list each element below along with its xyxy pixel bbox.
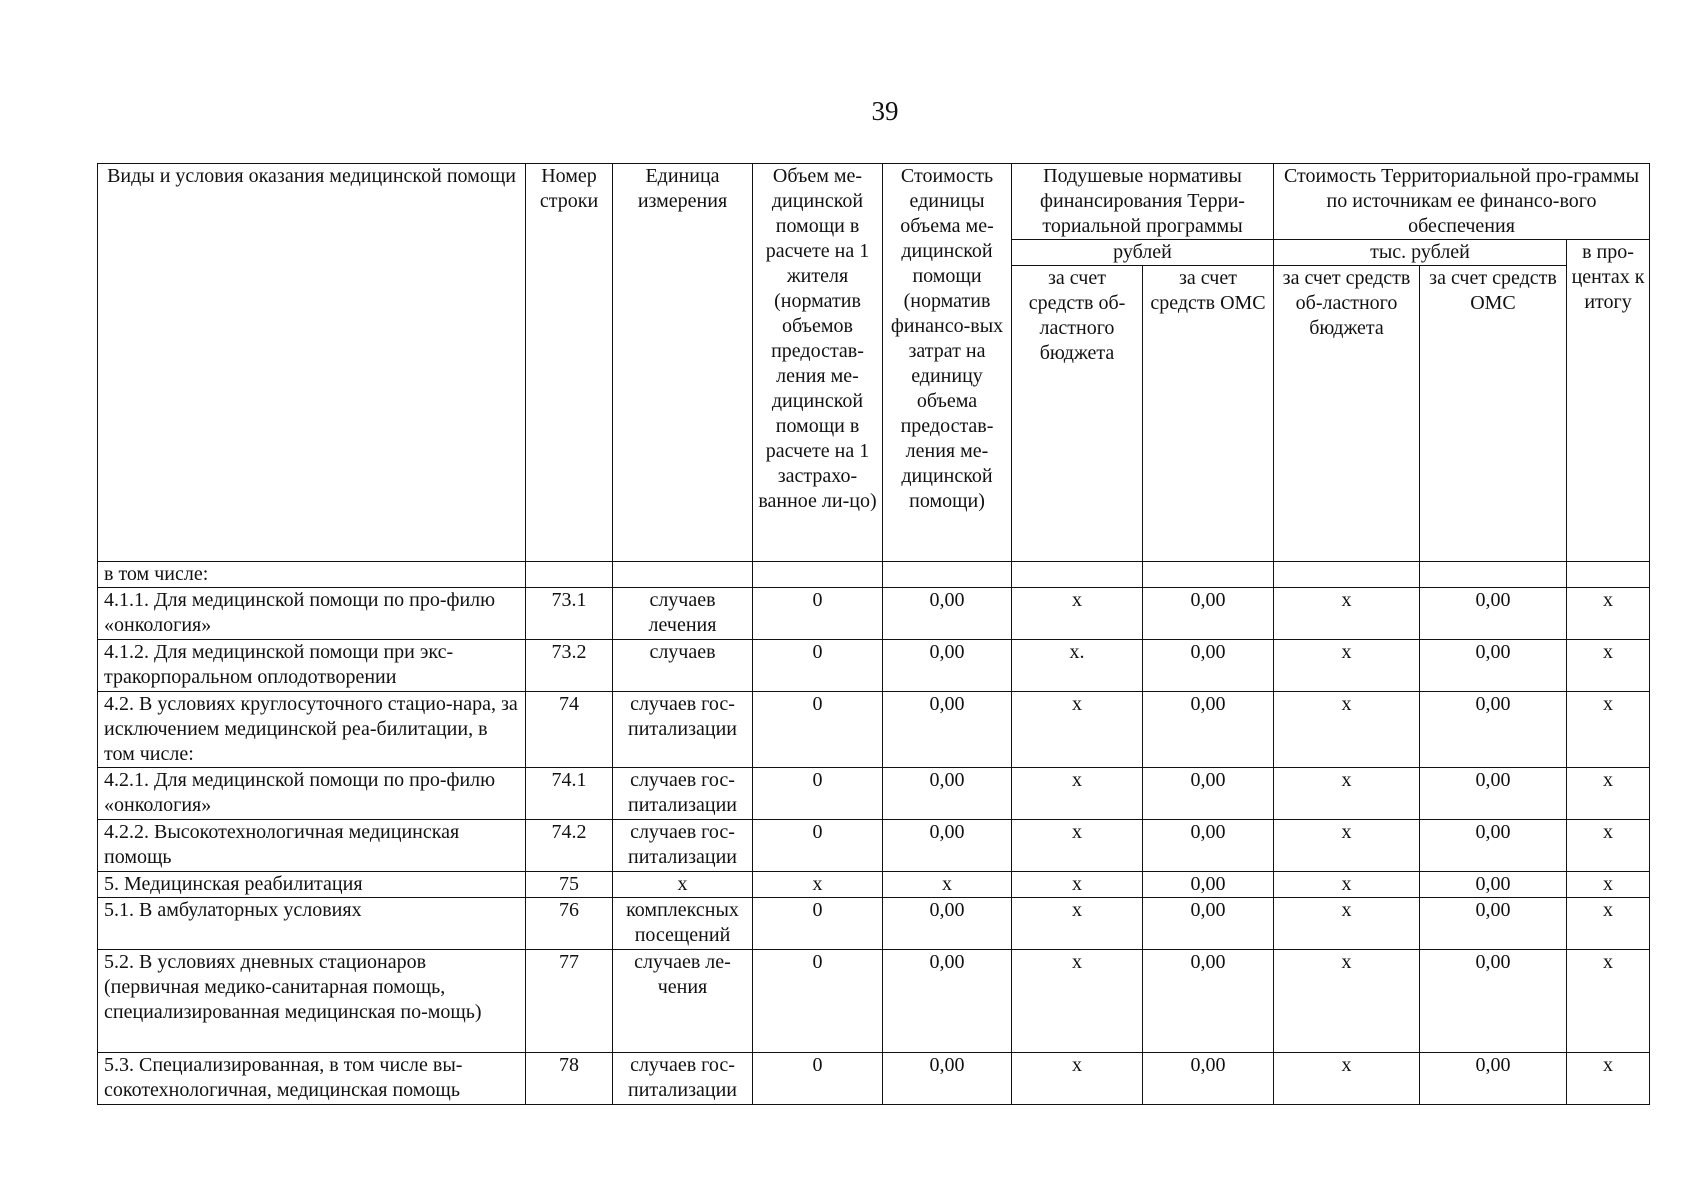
row-regional-per-capita: х — [1012, 588, 1143, 640]
empty-cell — [883, 562, 1012, 588]
row-regional-per-capita: х — [1012, 1053, 1143, 1105]
row-title: 4.2.1. Для медицинской помощи по про-филю «онкология» — [98, 768, 526, 820]
table-row — [98, 562, 1650, 588]
row-regional-cost: х — [1274, 640, 1420, 692]
row-oms-per-capita: 0,00 — [1143, 692, 1274, 768]
row-oms-cost: 0,00 — [1420, 898, 1567, 950]
row-regional-cost: х — [1274, 768, 1420, 820]
row-regional-per-capita: х — [1012, 898, 1143, 950]
row-regional-cost: х — [1274, 872, 1420, 898]
row-oms-cost: 0,00 — [1420, 872, 1567, 898]
header-unit-thousand-rubles: тыс. рублей — [1274, 240, 1567, 266]
row-regional-per-capita: х — [1012, 950, 1143, 1053]
row-unit-cost: 0,00 — [883, 640, 1012, 692]
row-unit: случаев гос-питализации — [613, 692, 753, 768]
header-regional-budget-per-capita: за счет средств об-ластного бюджета — [1012, 266, 1143, 562]
row-oms-cost: 0,00 — [1420, 820, 1567, 872]
row-unit-cost: 0,00 — [883, 898, 1012, 950]
row-volume: 0 — [753, 950, 883, 1053]
empty-cell — [1143, 562, 1274, 588]
row-percent: х — [1567, 1053, 1650, 1105]
header-service-type: Виды и условия оказания медицинской помощи — [98, 164, 526, 562]
row-percent: х — [1567, 588, 1650, 640]
table-row — [98, 588, 1650, 640]
row-oms-per-capita: 0,00 — [1143, 872, 1274, 898]
row-unit-cost: 0,00 — [883, 768, 1012, 820]
table-row — [98, 640, 1650, 692]
row-regional-per-capita: х. — [1012, 640, 1143, 692]
row-unit: случаев гос-питализации — [613, 1053, 753, 1105]
row-unit: комплексных посещений — [613, 898, 753, 950]
empty-cell — [613, 562, 753, 588]
row-percent: х — [1567, 872, 1650, 898]
row-percent: х — [1567, 820, 1650, 872]
row-title: 5.1. В амбулаторных условиях — [98, 898, 526, 950]
row-oms-per-capita: 0,00 — [1143, 950, 1274, 1053]
row-regional-cost: х — [1274, 692, 1420, 768]
row-volume: х — [753, 872, 883, 898]
row-percent: х — [1567, 692, 1650, 768]
row-unit-cost: 0,00 — [883, 950, 1012, 1053]
row-oms-per-capita: 0,00 — [1143, 640, 1274, 692]
table-row — [98, 692, 1650, 768]
row-unit-cost: 0,00 — [883, 692, 1012, 768]
header-unit-cost: Стоимость единицы объема ме-дицинской помощи (норматив финансо-вых затрат на единицу объема предостав-ления ме-дицинской помощи) — [883, 164, 1012, 562]
row-unit-cost: 0,00 — [883, 820, 1012, 872]
row-unit: случаев — [613, 640, 753, 692]
empty-cell — [1567, 562, 1650, 588]
row-unit-cost: х — [883, 872, 1012, 898]
row-oms-per-capita: 0,00 — [1143, 1053, 1274, 1105]
row-unit-cost: 0,00 — [883, 1053, 1012, 1105]
row-unit: случаев ле-чения — [613, 950, 753, 1053]
empty-cell — [1274, 562, 1420, 588]
header-regional-budget-cost: за счет средств об-ластного бюджета — [1274, 266, 1420, 562]
row-oms-cost: 0,00 — [1420, 950, 1567, 1053]
header-per-capita-group: Подушевые нормативы финансирования Терри-ториальной программы — [1012, 164, 1274, 240]
row-number: 78 — [526, 1053, 613, 1105]
empty-cell — [753, 562, 883, 588]
row-oms-cost: 0,00 — [1420, 692, 1567, 768]
row-regional-cost: х — [1274, 950, 1420, 1053]
row-oms-per-capita: 0,00 — [1143, 768, 1274, 820]
header-row-number: Номер строки — [526, 164, 613, 562]
row-number: 74.1 — [526, 768, 613, 820]
header-percent-of-total: в про-центах к итогу — [1567, 240, 1650, 562]
table-row — [98, 820, 1650, 872]
header-unit-rubles: рублей — [1012, 240, 1274, 266]
row-volume: 0 — [753, 898, 883, 950]
row-percent: х — [1567, 640, 1650, 692]
row-number: 77 — [526, 950, 613, 1053]
row-volume: 0 — [753, 768, 883, 820]
row-number: 74.2 — [526, 820, 613, 872]
table-row — [98, 1053, 1650, 1105]
row-title: 5.3. Специализированная, в том числе вы-сокотехнологичная, медицинская помощь — [98, 1053, 526, 1105]
row-volume: 0 — [753, 692, 883, 768]
row-number: 74 — [526, 692, 613, 768]
row-oms-cost: 0,00 — [1420, 768, 1567, 820]
header-oms-per-capita: за счет средств ОМС — [1143, 266, 1274, 562]
row-unit: случаев лечения — [613, 588, 753, 640]
header-volume: Объем ме-дицинской помощи в расчете на 1 жителя (норматив объемов предостав-ления ме-дицинской помощи в расчете на 1 застрахо-ванное ли-цо) — [753, 164, 883, 562]
row-unit: случаев гос-питализации — [613, 820, 753, 872]
row-oms-cost: 0,00 — [1420, 640, 1567, 692]
row-percent: х — [1567, 768, 1650, 820]
row-percent: х — [1567, 898, 1650, 950]
header-program-cost-group: Стоимость Территориальной про-граммы по источникам ее финансо-вого обеспечения — [1274, 164, 1650, 240]
row-number: 73.2 — [526, 640, 613, 692]
row-title: 4.2. В условиях круглосуточного стацио-нара, за исключением медицинской реа-билитации, в том числе: — [98, 692, 526, 768]
table-row — [98, 872, 1650, 898]
row-regional-per-capita: х — [1012, 872, 1143, 898]
subheader-cell: в том числе: — [98, 562, 526, 588]
row-number: 73.1 — [526, 588, 613, 640]
row-title: 4.1.2. Для медицинской помощи при экс-тракорпоральном оплодотворении — [98, 640, 526, 692]
row-oms-per-capita: 0,00 — [1143, 898, 1274, 950]
row-oms-per-capita: 0,00 — [1143, 820, 1274, 872]
row-regional-cost: х — [1274, 820, 1420, 872]
table-row — [98, 950, 1650, 1053]
row-title: 5.2. В условиях дневных стационаров (первичная медико-санитарная помощь, специализированная медицинская по-мощь) — [98, 950, 526, 1053]
row-title: 5. Медицинская реабилитация — [98, 872, 526, 898]
header-oms-cost: за счет средств ОМС — [1420, 266, 1567, 562]
row-title: 4.2.2. Высокотехнологичная медицинская помощь — [98, 820, 526, 872]
header-unit: Единица измерения — [613, 164, 753, 562]
row-oms-cost: 0,00 — [1420, 588, 1567, 640]
row-volume: 0 — [753, 640, 883, 692]
empty-cell — [526, 562, 613, 588]
row-percent: х — [1567, 950, 1650, 1053]
row-volume: 0 — [753, 588, 883, 640]
row-unit: х — [613, 872, 753, 898]
row-regional-per-capita: х — [1012, 692, 1143, 768]
table-row — [98, 898, 1650, 950]
row-volume: 0 — [753, 820, 883, 872]
row-regional-per-capita: х — [1012, 768, 1143, 820]
row-number: 76 — [526, 898, 613, 950]
empty-cell — [1012, 562, 1143, 588]
row-title: 4.1.1. Для медицинской помощи по про-филю «онкология» — [98, 588, 526, 640]
row-regional-cost: х — [1274, 1053, 1420, 1105]
row-volume: 0 — [753, 1053, 883, 1105]
row-oms-per-capita: 0,00 — [1143, 588, 1274, 640]
row-unit-cost: 0,00 — [883, 588, 1012, 640]
row-number: 75 — [526, 872, 613, 898]
row-regional-per-capita: х — [1012, 820, 1143, 872]
row-regional-cost: х — [1274, 588, 1420, 640]
empty-cell — [1420, 562, 1567, 588]
page-number: 39 — [871, 96, 899, 126]
row-regional-cost: х — [1274, 898, 1420, 950]
row-unit: случаев гос-питализации — [613, 768, 753, 820]
row-oms-cost: 0,00 — [1420, 1053, 1567, 1105]
table-row — [98, 768, 1650, 820]
financing-table — [97, 163, 1650, 1105]
